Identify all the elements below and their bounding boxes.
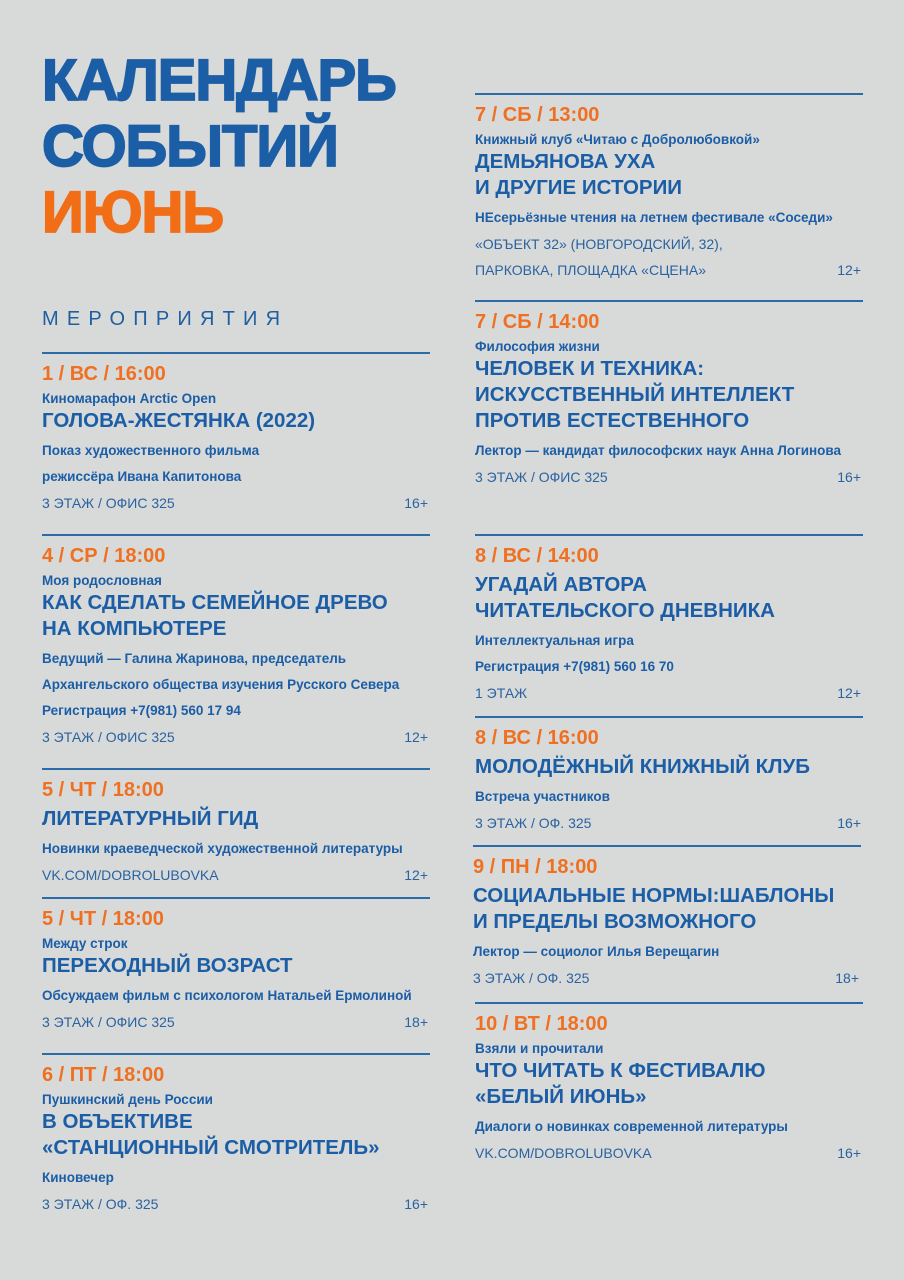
event-footer bbox=[42, 1191, 430, 1217]
event-footer bbox=[42, 724, 430, 750]
event-desc: Новинки краеведческой художественной литературы bbox=[42, 841, 403, 856]
event-series: Между строк bbox=[42, 936, 128, 951]
event-date: 10 / ВТ / 18:00 bbox=[475, 1013, 608, 1035]
event-date: 4 / СР / 18:00 bbox=[42, 545, 166, 567]
event-footer bbox=[42, 490, 430, 516]
title-month: ИЮНЬ bbox=[42, 180, 224, 245]
divider bbox=[42, 352, 430, 354]
event-date: 8 / ВС / 14:00 bbox=[475, 545, 599, 567]
event-card bbox=[475, 93, 863, 283]
event-headline: СОЦИАЛЬНЫЕ НОРМЫ:ШАБЛОНЫ bbox=[473, 884, 835, 907]
event-place: 3 ЭТАЖ / ОФИС 325 bbox=[42, 495, 175, 511]
event-place: 3 ЭТАЖ / ОФИС 325 bbox=[475, 469, 608, 485]
event-headline: «БЕЛЫЙ ИЮНЬ» bbox=[475, 1085, 647, 1108]
event-series: Пушкинский день России bbox=[42, 1092, 213, 1107]
title-line-events: СОБЫТИЙ bbox=[42, 114, 338, 179]
event-headline: ЧЕЛОВЕК И ТЕХНИКА: bbox=[475, 357, 705, 380]
event-card bbox=[475, 1002, 863, 1166]
event-date: 7 / СБ / 13:00 bbox=[475, 104, 600, 126]
event-place: 1 ЭТАЖ bbox=[475, 685, 528, 701]
event-date: 5 / ЧТ / 18:00 bbox=[42, 908, 164, 930]
event-headline: УГАДАЙ АВТОРА bbox=[475, 573, 647, 596]
divider bbox=[42, 897, 430, 899]
section-label: МЕРОПРИЯТИЯ bbox=[42, 308, 289, 330]
event-footer bbox=[475, 680, 863, 706]
event-place: 3 ЭТАЖ / ОФИС 325 bbox=[42, 1014, 175, 1030]
event-desc: Киновечер bbox=[42, 1170, 114, 1185]
event-date: 7 / СБ / 14:00 bbox=[475, 311, 600, 333]
event-place: 3 ЭТАЖ / ОФ. 325 bbox=[475, 815, 592, 831]
event-card bbox=[42, 1053, 430, 1217]
event-headline: ГОЛОВА-ЖЕСТЯНКА (2022) bbox=[42, 409, 316, 432]
event-link[interactable]: VK.COM/DOBROLUBOVKA bbox=[42, 867, 219, 883]
event-headline: НА КОМПЬЮТЕРЕ bbox=[42, 617, 227, 640]
age-rating: 12+ bbox=[404, 867, 428, 883]
event-card bbox=[475, 534, 863, 706]
event-footer bbox=[475, 810, 863, 836]
event-series: Моя родословная bbox=[42, 573, 162, 588]
event-headline: ПЕРЕХОДНЫЙ ВОЗРАСТ bbox=[42, 954, 293, 977]
divider bbox=[42, 768, 430, 770]
event-place: 3 ЭТАЖ / ОФ. 325 bbox=[42, 1196, 159, 1212]
event-desc: режиссёра Ивана Капитонова bbox=[42, 469, 242, 484]
divider bbox=[475, 300, 863, 302]
event-footer bbox=[475, 1140, 863, 1166]
age-rating: 18+ bbox=[835, 970, 859, 986]
event-headline: ДЕМЬЯНОВА УХА bbox=[475, 150, 656, 173]
divider bbox=[475, 1002, 863, 1004]
event-desc: Лектор — социолог Илья Верещагин bbox=[473, 944, 720, 959]
event-desc: Диалоги о новинках современной литературы bbox=[475, 1119, 788, 1134]
event-headline: ЛИТЕРАТУРНЫЙ ГИД bbox=[42, 807, 259, 830]
event-headline: ПРОТИВ ЕСТЕСТВЕННОГО bbox=[475, 409, 750, 432]
event-place: 3 ЭТАЖ / ОФ. 325 bbox=[473, 970, 590, 986]
event-place-line1: «ОБЪЕКТ 32» (НОВГОРОДСКИЙ, 32), bbox=[475, 236, 723, 252]
event-desc: Архангельского общества изучения Русского Севера bbox=[42, 677, 400, 692]
event-card bbox=[475, 716, 863, 836]
event-series: Книжный клуб «Читаю с Добролюбовкой» bbox=[475, 132, 760, 147]
event-footer bbox=[475, 257, 863, 283]
event-date: 6 / ПТ / 18:00 bbox=[42, 1064, 165, 1086]
event-date: 5 / ЧТ / 18:00 bbox=[42, 779, 164, 801]
event-headline: ИСКУССТВЕННЫЙ ИНТЕЛЛЕКТ bbox=[475, 383, 795, 406]
event-desc: Обсуждаем фильм с психологом Натальей Ермолиной bbox=[42, 988, 412, 1003]
event-headline: И ДРУГИЕ ИСТОРИИ bbox=[475, 176, 683, 199]
event-desc: НЕсерьёзные чтения на летнем фестивале «Соседи» bbox=[475, 210, 833, 225]
event-headline: И ПРЕДЕЛЫ ВОЗМОЖНОГО bbox=[473, 910, 757, 933]
event-footer bbox=[42, 1009, 430, 1035]
event-desc: Лектор — кандидат философских наук Анна Логинова bbox=[475, 443, 842, 458]
event-link[interactable]: VK.COM/DOBROLUBOVKA bbox=[475, 1145, 652, 1161]
event-date: 1 / ВС / 16:00 bbox=[42, 363, 166, 385]
event-headline: МОЛОДЁЖНЫЙ КНИЖНЫЙ КЛУБ bbox=[475, 755, 810, 778]
divider bbox=[42, 1053, 430, 1055]
event-footer bbox=[475, 464, 863, 490]
page-title bbox=[42, 48, 396, 246]
event-desc: Интеллектуальная игра bbox=[475, 633, 634, 648]
registration-phone: Регистрация +7(981) 560 17 94 bbox=[42, 703, 241, 718]
age-rating: 16+ bbox=[837, 469, 861, 485]
divider bbox=[475, 716, 863, 718]
event-card bbox=[42, 768, 430, 888]
event-address bbox=[475, 231, 863, 257]
event-date: 8 / ВС / 16:00 bbox=[475, 727, 599, 749]
event-footer bbox=[473, 965, 861, 991]
event-card bbox=[42, 534, 430, 750]
event-headline: «СТАНЦИОННЫЙ СМОТРИТЕЛЬ» bbox=[42, 1136, 380, 1159]
event-card bbox=[42, 352, 430, 516]
divider bbox=[475, 534, 863, 536]
divider bbox=[475, 93, 863, 95]
event-series: Философия жизни bbox=[475, 339, 600, 354]
age-rating: 16+ bbox=[837, 815, 861, 831]
event-desc: Показ художественного фильма bbox=[42, 443, 260, 458]
age-rating: 12+ bbox=[404, 729, 428, 745]
event-headline: В ОБЪЕКТИВЕ bbox=[42, 1110, 193, 1133]
age-rating: 18+ bbox=[404, 1014, 428, 1030]
event-headline: ЧТО ЧИТАТЬ К ФЕСТИВАЛЮ bbox=[475, 1059, 766, 1082]
title-line-calendar: КАЛЕНДАРЬ bbox=[42, 48, 396, 113]
event-headline: ЧИТАТЕЛЬСКОГО ДНЕВНИКА bbox=[475, 599, 775, 622]
divider bbox=[473, 845, 861, 847]
age-rating: 16+ bbox=[837, 1145, 861, 1161]
age-rating: 12+ bbox=[837, 685, 861, 701]
event-footer bbox=[42, 862, 430, 888]
event-desc: Ведущий — Галина Жаринова, председатель bbox=[42, 651, 347, 666]
age-rating: 12+ bbox=[837, 262, 861, 278]
event-headline: КАК СДЕЛАТЬ СЕМЕЙНОЕ ДРЕВО bbox=[42, 591, 388, 614]
age-rating: 16+ bbox=[404, 1196, 428, 1212]
event-date: 9 / ПН / 18:00 bbox=[473, 856, 598, 878]
event-card bbox=[42, 897, 430, 1035]
event-place: ПАРКОВКА, ПЛОЩАДКА «СЦЕНА» bbox=[475, 262, 706, 278]
event-series: Взяли и прочитали bbox=[475, 1041, 604, 1056]
event-card bbox=[473, 845, 861, 991]
event-series: Киномарафон Arctic Open bbox=[42, 391, 217, 406]
event-card bbox=[475, 300, 863, 490]
event-desc: Встреча участников bbox=[475, 789, 610, 804]
age-rating: 16+ bbox=[404, 495, 428, 511]
event-place: 3 ЭТАЖ / ОФИС 325 bbox=[42, 729, 175, 745]
registration-phone: Регистрация +7(981) 560 16 70 bbox=[475, 659, 674, 674]
divider bbox=[42, 534, 430, 536]
